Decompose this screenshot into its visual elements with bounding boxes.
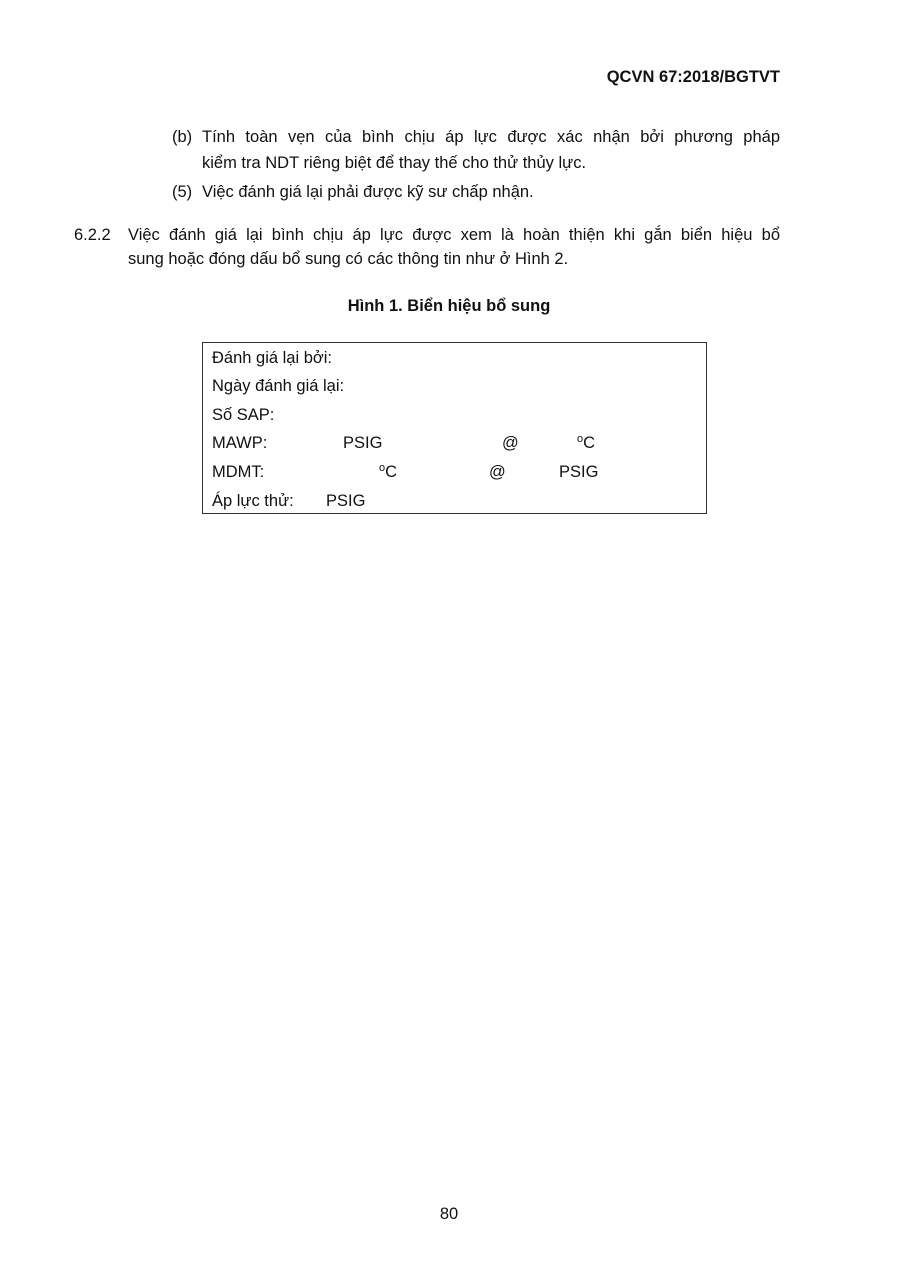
item-b-line2: kiểm tra NDT riêng biệt để thay thế cho thử thủy lực.	[202, 154, 587, 172]
celsius-letter: C	[385, 463, 398, 481]
supplementary-nameplate	[202, 342, 707, 514]
section-line1: Việc đánh giá lại bình chịu áp lực được xem là hoàn thiện khi gắn biển hiệu bổ	[128, 226, 780, 244]
mawp-temp-unit	[577, 434, 595, 453]
mawp-label: MAWP:	[212, 434, 268, 452]
mdmt-at-sign: @	[489, 463, 506, 481]
item-b-marker: (b)	[172, 128, 193, 146]
section-line2: sung hoặc đóng dấu bổ sung có các thông tin như ở Hình 2.	[128, 250, 569, 268]
item-5-text: Việc đánh giá lại phải được kỹ sư chấp nhận.	[202, 183, 534, 201]
figure-caption	[0, 297, 898, 316]
test-pressure-label: Áp lực thử:	[212, 492, 294, 510]
figure-caption-label: Hình 1	[347, 297, 399, 315]
test-pressure-unit: PSIG	[326, 492, 366, 510]
figure-caption-title: . Biển hiệu bổ sung	[398, 297, 551, 315]
degree-sign: o	[577, 433, 584, 445]
mdmt-temp-unit	[379, 463, 397, 482]
mdmt-unit: PSIG	[559, 463, 599, 481]
section-number: 6.2.2	[74, 226, 111, 244]
degree-sign: o	[379, 462, 386, 474]
document-code-header: QCVN 67:2018/BGTVT	[606, 68, 780, 86]
sap-number-label: Số SAP:	[212, 406, 275, 424]
mawp-at-sign: @	[502, 434, 519, 452]
item-5-marker: (5)	[172, 183, 193, 201]
mdmt-label: MDMT:	[212, 463, 265, 481]
celsius-letter: C	[583, 434, 596, 452]
reassessment-date-label: Ngày đánh giá lại:	[212, 377, 345, 395]
item-b-line1: Tính toàn vẹn của bình chịu áp lực được xác nhận bởi phương pháp	[202, 128, 780, 146]
page-number: 80	[439, 1205, 459, 1223]
mawp-unit: PSIG	[343, 434, 383, 452]
reassessed-by-label: Đánh giá lại bởi:	[212, 349, 332, 367]
